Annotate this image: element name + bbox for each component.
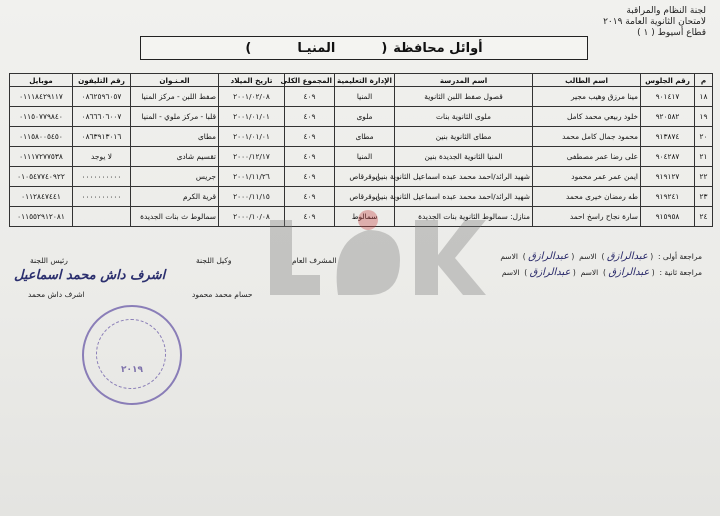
col-header-admin: الإدارة التعليمية [335,74,395,87]
paren-open: ( [571,252,575,261]
cell-address: قلبا - مركز ملوي - المنيا [131,107,219,127]
cell-seat: ٩١٩٢٤١ [641,187,695,207]
cell-mobile: ٠١٠٥٤٧٧٤٠٩٢٢ [10,167,73,187]
official-stamp [82,305,182,405]
cell-admin: سمالوط [335,207,395,227]
second-review-label: مراجعة ثانية : [659,268,702,277]
cell-mobile: ٠١١١٧٢٧٧٥٣٨ [10,147,73,167]
table-row [10,107,713,127]
cell-phone: ٠٨٦٢٥٩٦٠٥٧ [73,87,131,107]
head-committee-name: اشرف داش محمد [28,290,85,299]
stamp-year: ٢٠١٩ [121,365,143,375]
committee-header [556,6,706,39]
cell-address: قرية الكرم [131,187,219,207]
cell-mobile: ٠١١٥٠٧٧٩٨٤٠ [10,107,73,127]
cell-dob: ٢٠٠٠/١٠/٠٨ [219,207,285,227]
col-header-phone: رقم التليفون [73,74,131,87]
paren-close: ) [601,252,605,261]
watermark-logo-shape [415,220,486,295]
table-row [10,167,713,187]
name-label: الاسم [501,268,520,277]
cell-phone: ٠٨٦٦٦٠٦٠٠٧ [73,107,131,127]
cell-name: محمود جمال كامل محمد [533,127,641,147]
col-header-name: اسم الطالب [533,74,641,87]
title-open-paren: ( [381,40,388,56]
cell-mobile: ٠١١١٨٤٢٩١١٧ [10,87,73,107]
cell-mobile: ٠١١٢٨٤٧٤٤١ [10,187,73,207]
cell-address: مطاى [131,127,219,147]
cell-dob: ٢٠٠٠/١٢/١٧ [219,147,285,167]
name-label: الاسم [580,268,599,277]
col-header-index: م [695,74,713,87]
cell-name: خلود ربيعي محمد كامل [533,107,641,127]
cell-name: مينا مرزق وهيب مجير [533,87,641,107]
cell-dob: ٢٠٠١/٠١/٠١ [219,127,285,147]
cell-dob: ٢٠٠١/٠١/٠١ [219,107,285,127]
col-header-seat: رقم الجلوس [641,74,695,87]
cell-address: تقسيم شادى [131,147,219,167]
cell-seat: ٩١٥٩٥٨ [641,207,695,227]
cell-mobile: ٠١١٥٥٢٩١٢٠٨١ [10,207,73,227]
cell-total: ٤٠٩ [285,87,335,107]
cell-admin: ملوى [335,107,395,127]
table-row [10,187,713,207]
vice-committee-label: وكيل اللجنة [196,256,232,265]
cell-address: جريس [131,167,219,187]
cell-admin: ابوقرقاص [335,187,395,207]
cell-seat: ٩٠٤٢٨٧ [641,147,695,167]
review1-signature-a: عبدالرازق [606,251,648,262]
cell-name: على رضا عمر مصطفى [533,147,641,167]
cell-phone: ٠٨٦٣٩١٣٠١٦ [73,127,131,147]
name-label: الاسم [500,252,518,261]
cell-seat: ٩٢٠٥٨٢ [641,107,695,127]
paren-close: ) [524,268,528,277]
col-header-school: اسم المدرسة [395,74,533,87]
cell-name: ايمن عمر عمر محمود [533,167,641,187]
cell-phone: ٠٠٠٠٠٠٠٠٠٠ [73,167,131,187]
cell-school: ملوى الثانوية بنات [395,107,533,127]
paren-close: ) [603,268,606,277]
cell-index: ٢٢ [695,167,713,187]
cell-address: صفط اللبن - مركز المنيا [131,87,219,107]
col-header-mobile: موبايل [10,74,73,87]
cell-dob: ٢٠٠١/١١/٢٦ [219,167,285,187]
title-governorate: المنيـا [297,40,336,56]
review2-signature-a: عبدالرازق [608,267,650,278]
col-header-address: العـنـوان [131,74,219,87]
cell-total: ٤٠٩ [285,187,335,207]
general-supervisor-label: المشرف العام [292,256,337,265]
cell-phone: ٠٠٠٠٠٠٠٠٠٠ [73,187,131,207]
head-signature: اشرف داش محمد اسماعيل [14,268,166,283]
cell-total: ٤٠٩ [285,207,335,227]
cell-school: مطاى الثانوية بنين [395,127,533,147]
cell-index: ٢١ [695,147,713,167]
cell-school: شهيد الرائد/احمد محمد عبده اسماعيل الثانوية بنين [395,167,533,187]
second-review-line [502,267,702,278]
cell-address: سمالوط ث بنات الجديدة [131,207,219,227]
committee-line-2: لامتحان الثانوية العامة ٢٠١٩ [603,17,706,27]
cell-admin: مطاى [335,127,395,147]
head-committee-label: رئيس اللجنة [30,256,68,265]
table-row [10,127,713,147]
cell-phone [73,207,131,227]
table-row [10,207,713,227]
cell-index: ٢٠ [695,127,713,147]
paren-open: ( [651,268,655,277]
cell-name: سارة نجاح راسخ احمد [533,207,641,227]
col-header-dob: تاريخ الميلاد [219,74,285,87]
cell-admin: المنيا [335,147,395,167]
col-header-total: المجموع الكلى [285,74,335,87]
title-prefix: أوائل محافظة [393,40,483,56]
cell-index: ٢٤ [695,207,713,227]
review2-signature-b: عبدالرازق [529,267,571,278]
paren-open: ( [650,252,654,261]
sector-line: قطاع أسيوط ( ١ ) [637,28,706,38]
paren-close: ) [522,252,526,261]
cell-school: قصول صفط اللبن الثانوية [395,87,533,107]
cell-index: ١٩ [695,107,713,127]
cell-index: ١٨ [695,87,713,107]
review1-signature-b: عبدالرازق [528,251,570,262]
cell-dob: ٢٠٠٠/١١/١٥ [219,187,285,207]
cell-index: ٢٣ [695,187,713,207]
cell-school: شهيد الرائد/احمد محمد عبده اسماعيل الثانوية بنين [395,187,533,207]
cell-total: ٤٠٩ [285,147,335,167]
cell-seat: ٩١٩١٢٧ [641,167,695,187]
cell-admin: ابوقرقاص [335,167,395,187]
page-title [140,36,588,60]
table-row [10,87,713,107]
title-close-paren: ) [245,40,252,56]
vice-committee-name: حسام محمد محمود [192,290,253,299]
cell-seat: ٩٠١٤١٧ [641,87,695,107]
cell-school: منازل: سمالوط الثانوية بنات الجديدة [395,207,533,227]
cell-mobile: ٠١١٥٨٠٠٥٤٥٠ [10,127,73,147]
first-review-line [500,251,702,262]
paren-open: ( [572,268,576,277]
top-students-table [9,73,713,227]
table-header-row [10,74,713,87]
cell-total: ٤٠٩ [285,107,335,127]
cell-dob: ٢٠٠١/٠٢/٠٨ [219,87,285,107]
name-label: الاسم [579,252,597,261]
cell-total: ٤٠٩ [285,167,335,187]
table-row [10,147,713,167]
cell-admin: المنيا [335,87,395,107]
committee-line-1: لجنة النظام والمراقبة [626,6,706,16]
cell-phone: لا يوجد [73,147,131,167]
cell-total: ٤٠٩ [285,127,335,147]
cell-seat: ٩١٣٨٧٤ [641,127,695,147]
cell-school: المنيا الثانوية الجديدة بنين [395,147,533,167]
cell-name: طه رمضان خيرى محمد [533,187,641,207]
watermark-logo-shape [337,230,400,295]
first-review-label: مراجعة أولى : [657,252,702,261]
